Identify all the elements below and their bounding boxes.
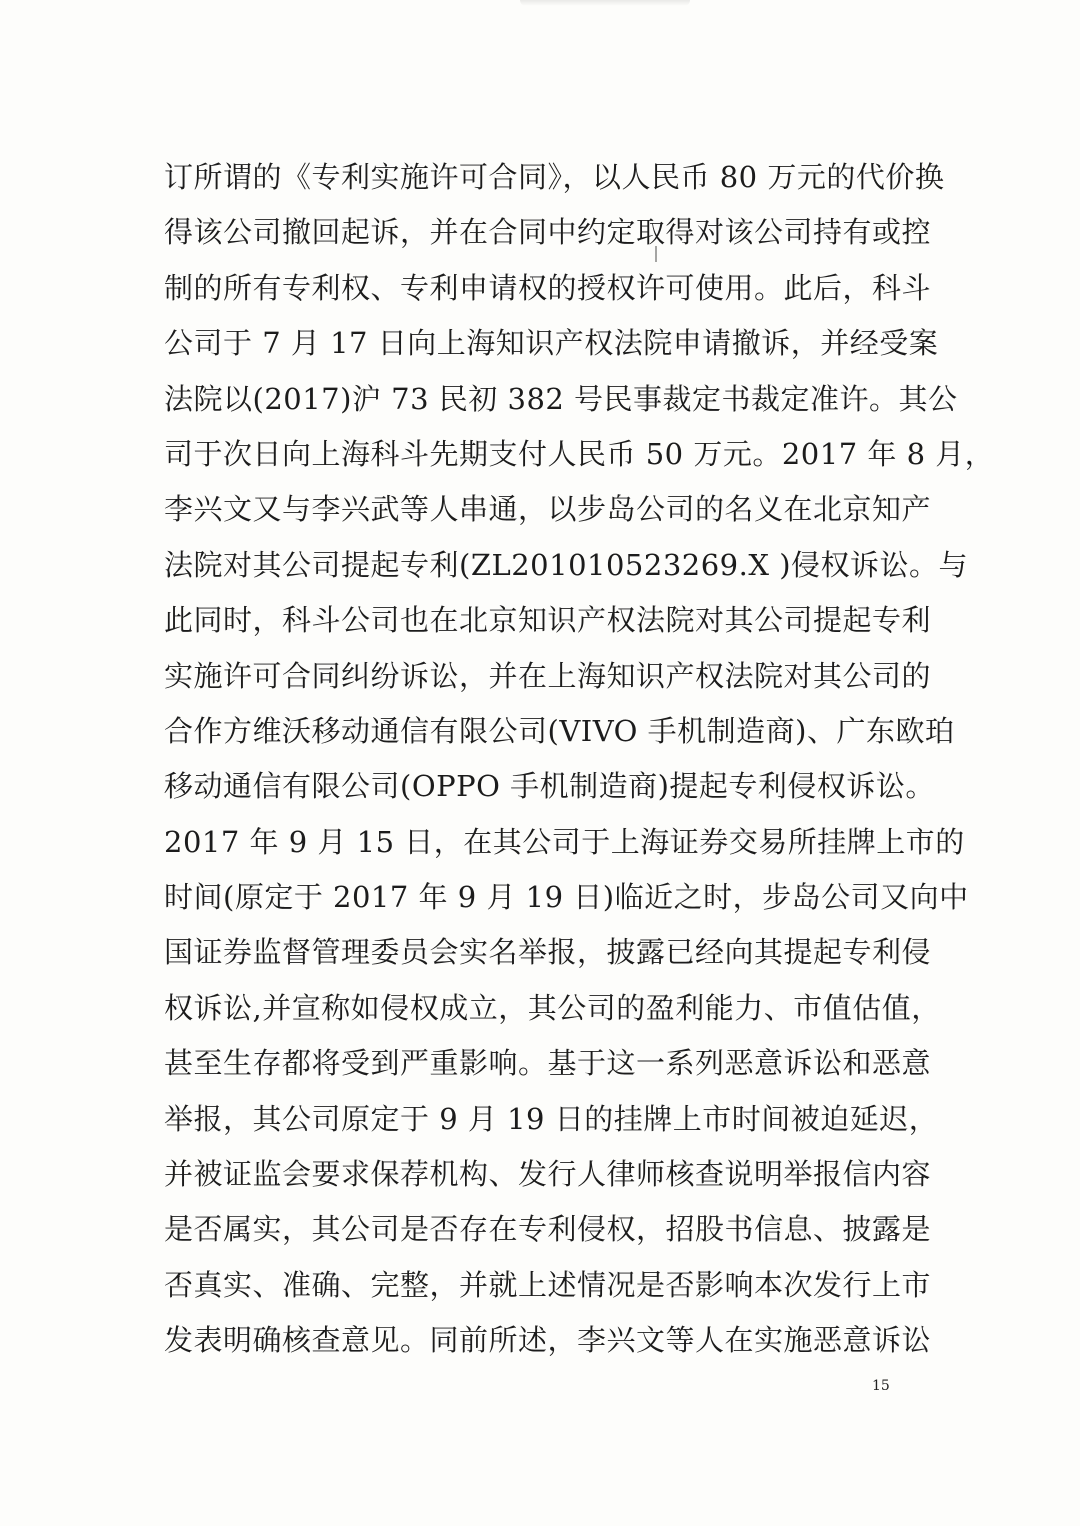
text-line: 权诉讼,并宣称如侵权成立，其公司的盈利能力、市值估值， — [164, 990, 941, 1025]
text-line: 公司于 7 月 17 日向上海知识产权法院申请撤诉，并经受案 — [164, 326, 939, 361]
text-line: 合作方维沃移动通信有限公司(VIVO 手机制造商)、广东欧珀 — [164, 713, 955, 748]
text-line: 2017 年 9 月 15 日，在其公司于上海证券交易所挂牌上市的 — [164, 824, 965, 859]
text-line: 法院以(2017)沪 73 民初 382 号民事裁定书裁定准许。其公 — [164, 381, 958, 416]
page-number: 15 — [872, 1378, 890, 1394]
text-line: 时间(原定于 2017 年 9 月 19 日)临近之时，步岛公司又向中 — [164, 880, 969, 915]
text-line: 李兴文又与李兴武等人串通，以步岛公司的名义在北京知产 — [164, 492, 932, 527]
text-line: 甚至生存都将受到严重影响。基于这一系列恶意诉讼和恶意 — [164, 1046, 932, 1081]
text-line: 制的所有专利权、专利申请权的授权许可使用。此后，科斗 — [164, 270, 932, 305]
text-line: 实施许可合同纠纷诉讼，并在上海知识产权法院对其公司的 — [164, 658, 932, 693]
text-line: 移动通信有限公司(OPPO 手机制造商)提起专利侵权诉讼。 — [164, 769, 935, 804]
text-line: 否真实、准确、完整，并就上述情况是否影响本次发行上市 — [164, 1267, 932, 1302]
text-line: 发表明确核查意见。同前所述，李兴文等人在实施恶意诉讼 — [164, 1323, 932, 1358]
text-line: 订所谓的《专利实施许可合同》，以人民币 80 万元的代价换 — [164, 160, 945, 194]
text-line: 司于次日向上海科斗先期支付人民币 50 万元。2017 年 8 月， — [164, 436, 995, 471]
scan-shadow — [520, 0, 690, 6]
text-line: 举报，其公司原定于 9 月 19 日的挂牌上市时间被迫延迟， — [164, 1101, 939, 1136]
text-line: 法院对其公司提起专利(ZL201010523269.X )侵权诉讼。与 — [164, 547, 969, 582]
text-line: 国证券监督管理委员会实名举报，披露已经向其提起专利侵 — [164, 935, 932, 970]
text-line: 并被证监会要求保荐机构、发行人律师核查说明举报信内容 — [164, 1157, 932, 1192]
text-line: 此同时，科斗公司也在北京知识产权法院对其公司提起专利 — [164, 603, 932, 638]
text-line: 得该公司撤回起诉，并在合同中约定取得对该公司持有或控 — [164, 215, 932, 250]
body-text — [164, 150, 995, 1369]
text-line: 是否属实，其公司是否存在专利侵权，招股书信息、披露是 — [164, 1212, 932, 1247]
